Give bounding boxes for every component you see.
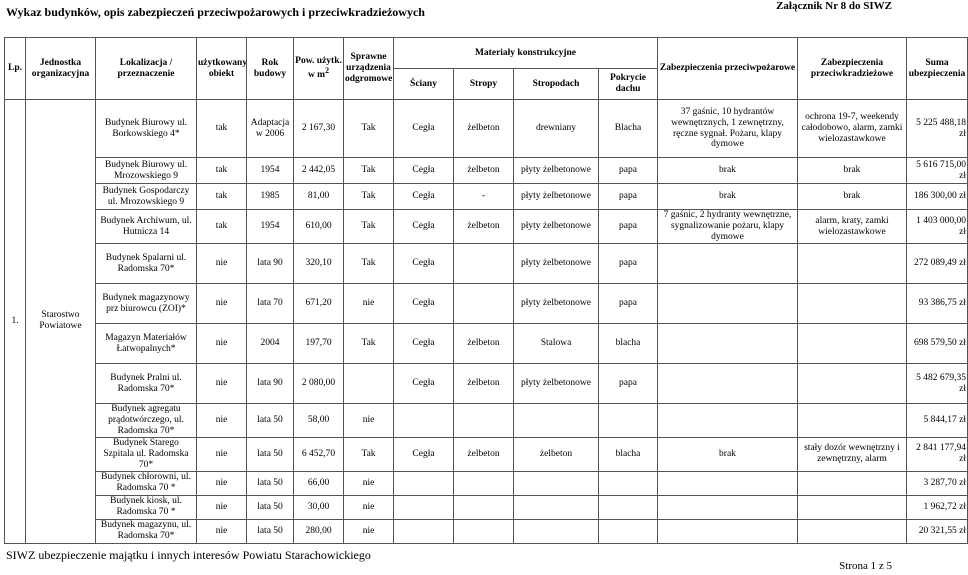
area-cell: 2 442,05: [294, 158, 344, 184]
theft-cell: [798, 495, 907, 519]
theft-cell: [798, 364, 907, 404]
theft-cell: [798, 519, 907, 543]
rafters-cell: [514, 519, 599, 543]
walls-cell: Cegła: [394, 364, 454, 404]
sum-cell: 20 321,55 zł: [907, 519, 968, 543]
fire-cell: [658, 495, 798, 519]
theft-cell: [798, 324, 907, 364]
walls-cell: Cegła: [394, 284, 454, 324]
lightning-cell: Tak: [344, 324, 394, 364]
rafters-cell: [514, 404, 599, 438]
year-cell: lata 90: [247, 364, 294, 404]
sum-cell: 93 386,75 zł: [907, 284, 968, 324]
walls-cell: Cegła: [394, 184, 454, 210]
year-cell: lata 50: [247, 519, 294, 543]
ceilings-cell: żelbeton: [454, 364, 514, 404]
table-row: [5, 100, 968, 158]
col-year: Rok budowy: [247, 38, 294, 100]
location-cell: Budynek kiosk, ul. Radomska 70 *: [96, 495, 197, 519]
location-cell: Budynek Gospodarczy ul. Mrozowskiego 9: [96, 184, 197, 210]
rafters-cell: drewniany: [514, 100, 599, 158]
table-row: [5, 519, 968, 543]
location-cell: Budynek Spalarni ul. Radomska 70*: [96, 244, 197, 284]
year-cell: lata 50: [247, 404, 294, 438]
year-cell: 1954: [247, 210, 294, 244]
used-cell: nie: [197, 471, 247, 495]
lightning-cell: nie: [344, 471, 394, 495]
fire-cell: brak: [658, 184, 798, 210]
year-cell: Adaptacja w 2006: [247, 100, 294, 158]
table-row: [5, 324, 968, 364]
year-cell: 2004: [247, 324, 294, 364]
location-cell: Budynek magazynowy prz biurowcu (ZOI)*: [96, 284, 197, 324]
rafters-cell: płyty żelbetonowe: [514, 364, 599, 404]
rafters-cell: płyty żelbetonowe: [514, 158, 599, 184]
area-cell: 2 080,00: [294, 364, 344, 404]
document-title: Wykaz budynków, opis zabezpieczeń przeciwpożarowych i przeciwkradzieżowych: [6, 5, 425, 19]
walls-cell: [394, 404, 454, 438]
year-cell: lata 50: [247, 495, 294, 519]
rafters-cell: żelbeton: [514, 437, 599, 471]
walls-cell: Cegła: [394, 210, 454, 244]
roof-cell: [599, 404, 658, 438]
lightning-cell: nie: [344, 495, 394, 519]
fire-cell: brak: [658, 158, 798, 184]
ceilings-cell: [454, 495, 514, 519]
roof-cell: papa: [599, 184, 658, 210]
fire-cell: [658, 284, 798, 324]
lightning-cell: nie: [344, 519, 394, 543]
walls-cell: Cegła: [394, 100, 454, 158]
table-row: [5, 158, 968, 184]
fire-cell: 37 gaśnic, 10 hydrantów wewnętrznych, 1 zewnętrzny, ręczne sygnał. Pożaru, klapy dymowe: [658, 100, 798, 158]
location-cell: Budynek Starego Szpitala ul. Radomska 70*: [96, 437, 197, 471]
roof-cell: papa: [599, 158, 658, 184]
table-row: [5, 495, 968, 519]
area-cell: 671,20: [294, 284, 344, 324]
location-cell: Budynek Archiwum, ul. Hutnicza 14: [96, 210, 197, 244]
location-cell: Budynek Pralni ul. Radomska 70*: [96, 364, 197, 404]
roof-cell: papa: [599, 364, 658, 404]
fire-cell: [658, 244, 798, 284]
table-row: [5, 404, 968, 438]
col-area: Pow. użytk. w $m^2$: [294, 38, 344, 100]
used-cell: nie: [197, 495, 247, 519]
table-row: [5, 284, 968, 324]
location-cell: Budynek agregatu prądotwórczego, ul. Radomska 70*: [96, 404, 197, 438]
col-sum: Suma ubezpieczenia: [907, 38, 968, 100]
year-cell: 1985: [247, 184, 294, 210]
fire-cell: [658, 519, 798, 543]
page-number: Strona 1 z 5: [839, 560, 892, 572]
ceilings-cell: żelbeton: [454, 324, 514, 364]
rafters-cell: płyty żelbetonowe: [514, 244, 599, 284]
ceilings-cell: [454, 404, 514, 438]
theft-cell-merged: stały dozór wewnętrzny i zewnętrzny, alarm: [798, 437, 907, 471]
rafters-cell: Stalowa: [514, 324, 599, 364]
area-cell: 610,00: [294, 210, 344, 244]
ceilings-cell: [454, 471, 514, 495]
sum-cell: 186 300,00 zł: [907, 184, 968, 210]
theft-cell: brak: [798, 158, 907, 184]
sum-cell: 5 844,17 zł: [907, 404, 968, 438]
year-cell: lata 90: [247, 244, 294, 284]
area-cell: 280,00: [294, 519, 344, 543]
sum-cell: 272 089,49 zł: [907, 244, 968, 284]
theft-cell: [798, 404, 907, 438]
rafters-cell: płyty żelbetonowe: [514, 210, 599, 244]
buildings-table: [4, 37, 968, 544]
sum-cell: 1 962,72 zł: [907, 495, 968, 519]
lightning-cell: Tak: [344, 158, 394, 184]
walls-cell: [394, 471, 454, 495]
area-cell: 320,10: [294, 244, 344, 284]
used-cell: nie: [197, 364, 247, 404]
ceilings-cell: -: [454, 184, 514, 210]
area-cell: 6 452,70: [294, 437, 344, 471]
used-cell: tak: [197, 184, 247, 210]
used-cell: tak: [197, 158, 247, 184]
walls-cell: [394, 519, 454, 543]
theft-cell: [798, 471, 907, 495]
annex-label: Załącznik Nr 8 do SIWZ: [776, 0, 892, 12]
theft-cell: [798, 244, 907, 284]
col-used: użytkowany obiekt: [197, 38, 247, 100]
col-theft: Zabezpieczenia przeciwkradzieżowe: [798, 38, 907, 100]
col-materials: Materiały konstrukcyjne: [394, 38, 658, 69]
lightning-cell: nie: [344, 284, 394, 324]
location-cell: Budynek chłorowni, ul. Radomska 70 *: [96, 471, 197, 495]
fire-cell: [658, 404, 798, 438]
sum-cell: 1 403 000,00 zł: [907, 210, 968, 244]
table-row: [5, 437, 968, 471]
roof-cell: papa: [599, 210, 658, 244]
col-roof: Pokrycie dachu: [599, 69, 658, 100]
col-lightning: Sprawne urządzenia odgromowe: [344, 38, 394, 100]
lightning-cell: nie: [344, 404, 394, 438]
col-ceilings: Stropy: [454, 69, 514, 100]
footer-text: SIWZ ubezpieczenie majątku i innych interesów Powiatu Starachowickiego: [6, 548, 371, 562]
lightning-cell: Tak: [344, 100, 394, 158]
fire-cell: [658, 364, 798, 404]
lightning-cell: Tak: [344, 244, 394, 284]
year-cell: lata 70: [247, 284, 294, 324]
col-unit: Jednostka organizacyjna: [26, 38, 96, 100]
lightning-cell: Tak: [344, 437, 394, 471]
fire-cell: brak: [658, 437, 798, 471]
roof-cell: [599, 495, 658, 519]
used-cell: tak: [197, 100, 247, 158]
rafters-cell: płyty żelbetonowe: [514, 184, 599, 210]
area-cell: 197,70: [294, 324, 344, 364]
theft-cell: ochrona 19-7, weekendy całodobowo, alarm, zamki wielozastawkowe: [798, 100, 907, 158]
location-cell: Magazyn Materiałów Łatwopalnych*: [96, 324, 197, 364]
roof-cell: papa: [599, 284, 658, 324]
rafters-cell: płyty żelbetonowe: [514, 284, 599, 324]
walls-cell: Cegła: [394, 158, 454, 184]
ceilings-cell: [454, 519, 514, 543]
walls-cell: Cegła: [394, 324, 454, 364]
used-cell: nie: [197, 244, 247, 284]
ceilings-cell: żelbeton: [454, 100, 514, 158]
sum-cell: 2 841 177,94 zł: [907, 437, 968, 471]
sum-cell: 3 287,70 zł: [907, 471, 968, 495]
lp-cell: 1.: [5, 100, 26, 544]
sum-cell: 5 482 679,35 zł: [907, 364, 968, 404]
col-walls: Ściany: [394, 69, 454, 100]
unit-cell: Starostwo Powiatowe: [26, 100, 96, 544]
location-cell: Budynek Biurowy ul. Borkowskiego 4*: [96, 100, 197, 158]
used-cell: nie: [197, 437, 247, 471]
lightning-cell: [344, 364, 394, 404]
area-cell: 81,00: [294, 184, 344, 210]
walls-cell: [394, 495, 454, 519]
year-cell: lata 50: [247, 437, 294, 471]
used-cell: nie: [197, 284, 247, 324]
roof-cell: papa: [599, 244, 658, 284]
area-cell: 58,00: [294, 404, 344, 438]
location-cell: Budynek magazynu, ul. Radomska 70*: [96, 519, 197, 543]
ceilings-cell: żelbeton: [454, 158, 514, 184]
area-cell: 2 167,30: [294, 100, 344, 158]
fire-cell: [658, 324, 798, 364]
col-fire: Zabezpieczenia przeciwpożarowe: [658, 38, 798, 100]
col-rafters: Stropodach: [514, 69, 599, 100]
theft-cell: brak: [798, 184, 907, 210]
sum-cell: 698 579,50 zł: [907, 324, 968, 364]
year-cell: lata 50: [247, 471, 294, 495]
table-row: [5, 364, 968, 404]
sum-cell: 5 616 715,00 zł: [907, 158, 968, 184]
used-cell: nie: [197, 404, 247, 438]
sum-cell: 5 225 488,18 zł: [907, 100, 968, 158]
col-location: Lokalizacja / przeznaczenie: [96, 38, 197, 100]
col-lp: Lp.: [5, 38, 26, 100]
used-cell: nie: [197, 519, 247, 543]
area-cell: 30,00: [294, 495, 344, 519]
theft-cell: [798, 284, 907, 324]
roof-cell: blacha: [599, 324, 658, 364]
roof-cell: blacha: [599, 437, 658, 471]
roof-cell: Blacha: [599, 100, 658, 158]
ceilings-cell: żelbeton: [454, 437, 514, 471]
ceilings-cell: [454, 284, 514, 324]
table-row: [5, 244, 968, 284]
fire-cell: 7 gaśnic, 2 hydranty wewnętrzne, sygnalizowanie pożaru, klapy dymowe: [658, 210, 798, 244]
walls-cell: Cegła: [394, 437, 454, 471]
table-row: [5, 210, 968, 244]
used-cell: nie: [197, 324, 247, 364]
walls-cell: Cegła: [394, 244, 454, 284]
ceilings-cell: [454, 244, 514, 284]
rafters-cell: [514, 471, 599, 495]
table-row: [5, 184, 968, 210]
lightning-cell: Tak: [344, 184, 394, 210]
used-cell: tak: [197, 210, 247, 244]
location-cell: Budynek Biurowy ul. Mrozowskiego 9: [96, 158, 197, 184]
theft-cell: alarm, kraty, zamki wielozastawkowe: [798, 210, 907, 244]
roof-cell: [599, 519, 658, 543]
roof-cell: [599, 471, 658, 495]
rafters-cell: [514, 495, 599, 519]
area-cell: 66,00: [294, 471, 344, 495]
lightning-cell: Tak: [344, 210, 394, 244]
year-cell: 1954: [247, 158, 294, 184]
table-row: [5, 471, 968, 495]
fire-cell: [658, 471, 798, 495]
ceilings-cell: żelbeton: [454, 210, 514, 244]
